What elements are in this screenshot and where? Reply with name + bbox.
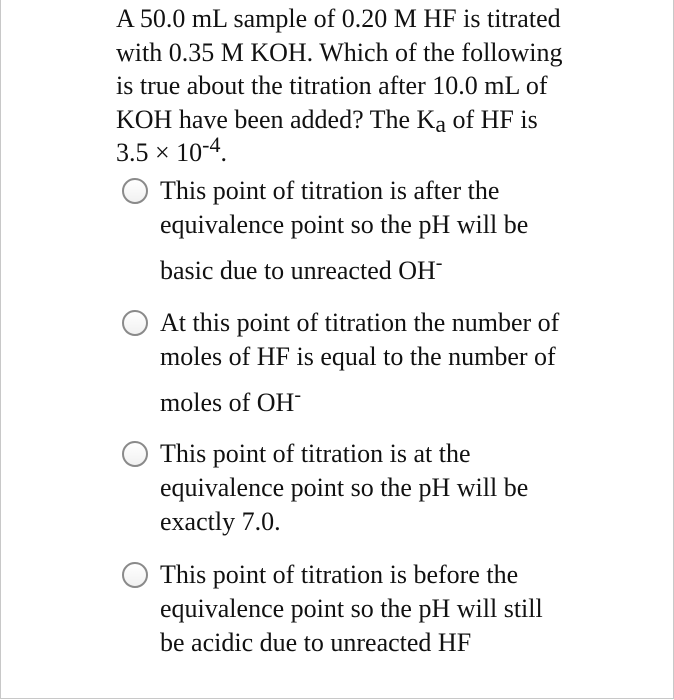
option-text-segment: moles of OH xyxy=(160,388,295,417)
option-line: be acidic due to unreacted HF xyxy=(160,628,472,657)
radio-button[interactable] xyxy=(122,441,148,467)
ka-exponent: -4 xyxy=(202,132,221,157)
option-line: moles of HF is equal to the number of xyxy=(160,342,556,371)
option-line xyxy=(160,386,620,420)
radio-button[interactable] xyxy=(122,310,148,336)
radio-button[interactable] xyxy=(122,562,148,588)
question-line xyxy=(116,132,636,170)
option-line: exactly 7.0. xyxy=(160,507,281,536)
ka-value: 3.5 × 10 xyxy=(116,138,203,167)
option-line xyxy=(160,254,620,288)
question-text-segment: . xyxy=(220,138,227,167)
option-label xyxy=(160,437,620,539)
option-line: equivalence point so the pH will be xyxy=(160,210,529,239)
charge-superscript: - xyxy=(435,252,443,274)
option-label xyxy=(160,558,620,660)
option-text-segment: basic due to unreacted OH xyxy=(160,256,436,285)
question-line: is true about the titration after 10.0 mL of xyxy=(116,71,548,100)
option-line: This point of titration is after the xyxy=(160,176,500,205)
question-text xyxy=(116,2,636,170)
question-line: A 50.0 mL sample of 0.20 M HF is titrated xyxy=(116,4,561,33)
option-label xyxy=(160,306,620,420)
question-text-segment: KOH have been added? The K xyxy=(116,104,436,134)
option-line: equivalence point so the pH will be xyxy=(160,473,529,502)
ka-subscript: a xyxy=(435,111,446,138)
question-line xyxy=(116,103,636,137)
charge-superscript: - xyxy=(294,384,301,406)
radio-button[interactable] xyxy=(122,178,148,204)
option-line: This point of titration is before the xyxy=(160,560,519,589)
question-text-segment: of HF is xyxy=(446,104,538,134)
option-line: At this point of titration the number of xyxy=(160,308,560,337)
option-label xyxy=(160,174,620,288)
option-line: This point of titration is at the xyxy=(160,439,471,468)
question-line: with 0.35 M KOH. Which of the following xyxy=(116,37,563,67)
option-line: equivalence point so the pH will still xyxy=(160,594,543,623)
